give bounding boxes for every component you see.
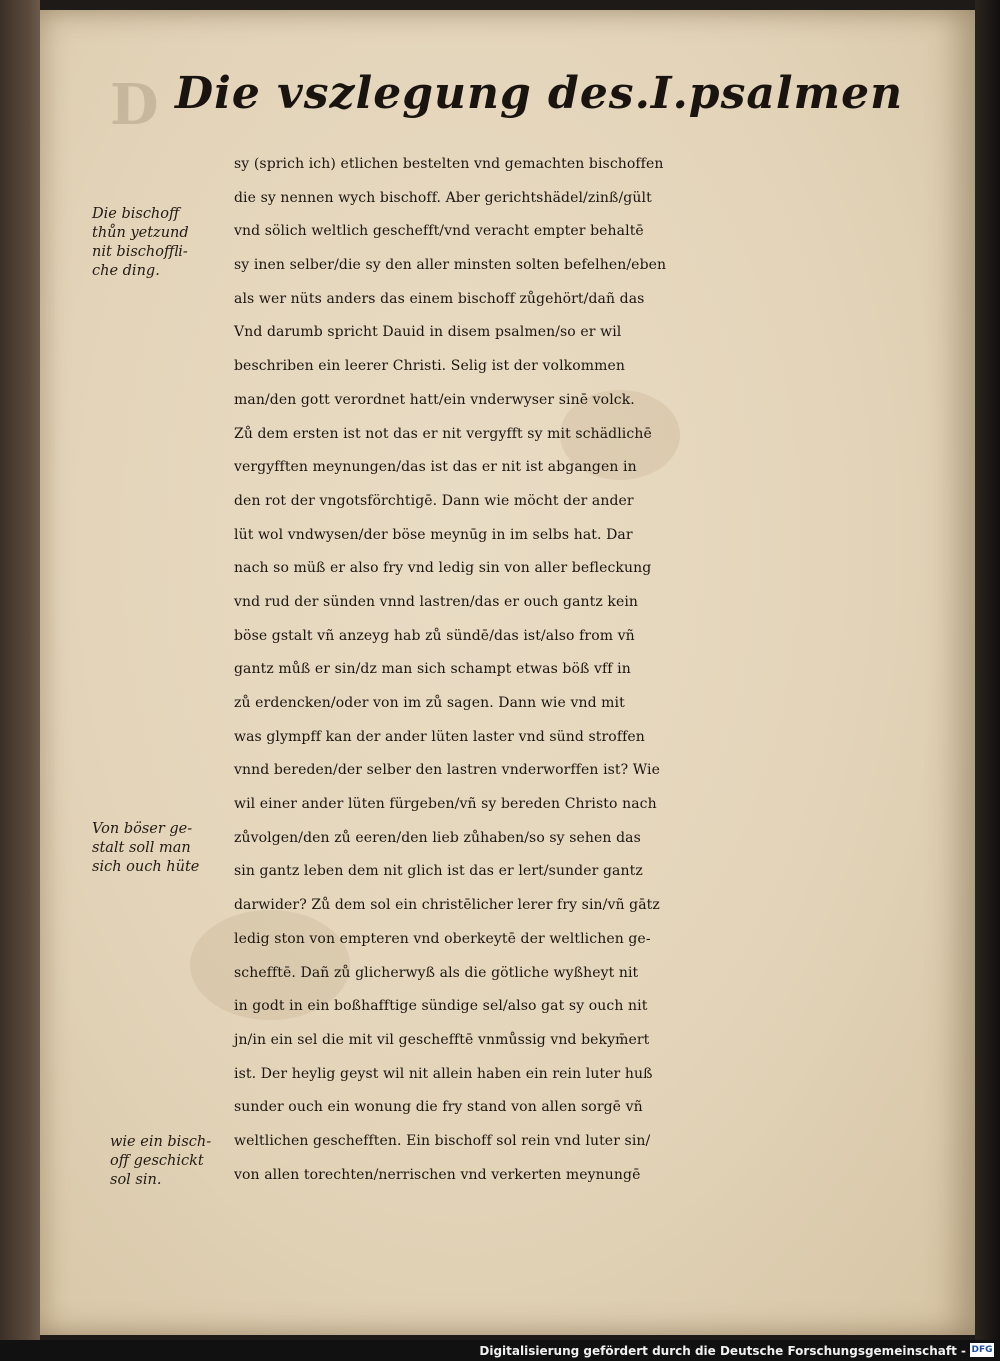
text-line: man/den gott verordnet hatt/ein vnderwyser sinē volck.: [234, 391, 635, 408]
margin-note-line: che ding.: [92, 263, 160, 279]
text-line: vnnd bereden/der selber den lastren vnderworffen ist? Wie: [234, 762, 661, 779]
text-line: als wer nüts anders das einem bischoff zůgehört/dañ das: [234, 290, 645, 307]
text-line: lüt wol vndwysen/der böse meynūg in im selbs hat. Dar: [234, 526, 633, 543]
text-line: vnd rud der sünden vnnd lastren/das er ouch gantz kein: [234, 593, 639, 610]
text-line: ledig ston von empteren vnd oberkeytē der weltlichen ge-: [234, 930, 651, 947]
text-line: Zů dem ersten ist not das er nit vergyfft sy mit schädlichē: [234, 425, 652, 442]
margin-note-line: wie ein bisch-: [110, 1134, 212, 1150]
body-text: [234, 148, 969, 1192]
text-line: die sy nennen wych bischoff. Aber gerichtshädel/zinß/gült: [234, 189, 652, 206]
text-line: zůvolgen/den zů eeren/den lieb zůhaben/so sy sehen das: [234, 829, 641, 846]
text-line: zů erdencken/oder von im zů sagen. Dann wie vnd mit: [234, 695, 625, 711]
funding-credit: Digitalisierung gefördert durch die Deutsche Forschungsgemeinschaft -: [479, 1344, 966, 1358]
margin-note-line: Von böser ge-: [92, 821, 193, 837]
running-header: Die vszlegung des.I.psalmen: [175, 68, 904, 119]
text-line: von allen torechten/nerrischen vnd verkerten meynungē: [234, 1166, 641, 1183]
text-line: beschriben ein leerer Christi. Selig ist der volkommen: [234, 358, 626, 375]
margin-note-line: Die bischoff: [92, 206, 180, 222]
book-spine-edge: [0, 0, 40, 1340]
text-line: vergyfften meynungen/das ist das er nit ist abgangen in: [234, 459, 637, 476]
text-line: vnd sölich weltlich geschefft/vnd veracht empter behaltē: [234, 223, 644, 240]
text-line: schefftē. Dañ zů glicherwyß als die götliche wyßheyt nit: [234, 964, 639, 981]
margin-note-2: [92, 820, 199, 877]
margin-note-line: sich ouch hüte: [92, 859, 200, 875]
margin-note-line: stalt soll man: [92, 840, 191, 856]
book-cover-edge: [975, 0, 1000, 1340]
bleed-through-ghost: D: [110, 72, 159, 138]
dfg-logo-icon: DFG: [971, 1345, 993, 1355]
text-line: Vnd darumb spricht Dauid in disem psalmen/so er wil: [234, 324, 622, 341]
margin-note-line: off geschickt: [110, 1153, 204, 1169]
text-line: ist. Der heylig geyst wil nit allein haben ein rein luter huß: [234, 1065, 653, 1082]
text-line: nach so müß er also fry vnd ledig sin von aller befleckung: [234, 560, 652, 577]
text-line: sin gantz leben dem nit glich ist das er lert/sunder gantz: [234, 863, 643, 880]
text-line: sy inen selber/die sy den aller minsten solten befelhen/eben: [234, 257, 667, 274]
text-line: sunder ouch ein wonung die fry stand von allen sorgē vñ: [234, 1099, 643, 1116]
margin-note-line: nit bischoffli-: [92, 244, 188, 260]
text-line: was glympff kan der ander lüten laster vnd sünd stroffen: [234, 728, 645, 745]
text-line: böse gstalt vñ anzeyg hab zů sündē/das ist/also from vñ: [234, 627, 635, 644]
text-line: sy (sprich ich) etlichen bestelten vnd gemachten bischoffen: [234, 156, 664, 172]
text-line: gantz můß er sin/dz man sich schampt etwas böß vff in: [234, 661, 631, 678]
text-line: wil einer ander lüten fürgeben/vñ sy bereden Christo nach: [234, 796, 657, 813]
margin-note-3: [110, 1133, 211, 1190]
text-line: den rot der vngotsförchtigē. Dann wie möcht der ander: [234, 492, 634, 509]
text-line: weltlichen geschefften. Ein bischoff sol rein vnd luter sin/: [234, 1132, 651, 1149]
text-line: darwider? Zů dem sol ein christēlicher lerer fry sin/vñ gātz: [234, 897, 660, 914]
text-line: in godt in ein boßhafftige sündige sel/also gat sy ouch nit: [234, 998, 648, 1015]
margin-note-line: thůn yetzund: [92, 225, 189, 241]
margin-note-1: [92, 205, 189, 281]
margin-note-line: sol sin.: [110, 1172, 162, 1188]
text-line: jn/in ein sel die mit vil geschefftē vnmůssig vnd bekym̄ert: [234, 1031, 650, 1048]
